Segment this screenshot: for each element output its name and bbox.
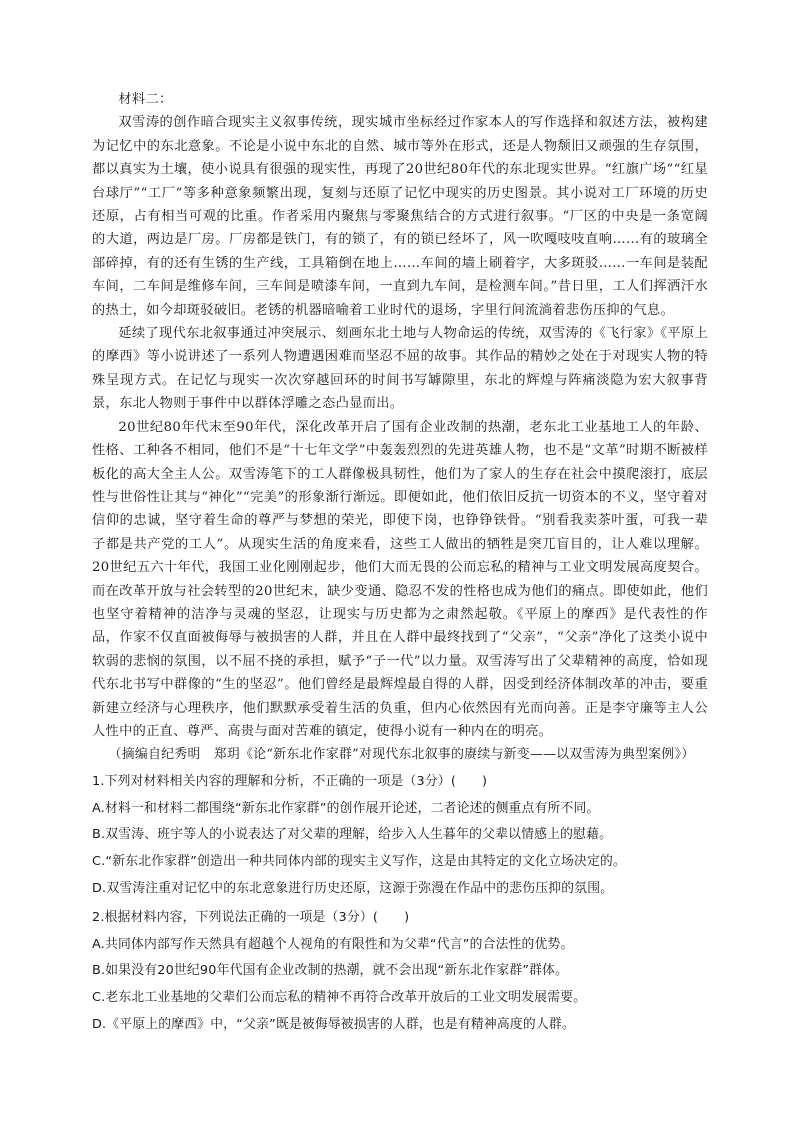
question-1 [92,769,708,903]
material-paragraph-2: 延续了现代东北叙事通过冲突展示、刻画东北土地与人物命运的传统，双雪涛的《飞行家》《平原上的摩西》等小说讲述了一系列人物遭遇困难而坚忍不屈的故事。其作品的精妙之处在于对现实人物的特殊呈现方式。在记忆与现实一次次穿越回环的时间书写罅隙里，东北的辉煌与阵痛淡隐为宏大叙事背景，东北人物则于事件中以群体浮雕之态凸显而出。 [92,326,708,412]
source-citation: （摘编自纪秀明 郑玥《论“新东北作家群”对现代东北叙事的赓续与新变——以双雪涛为典型案例》） [108,747,695,763]
question-2-option-c: C.老东北工业基地的父辈们公而忘私的精神不再符合改革开放后的工业文明发展需要。 [92,990,587,1006]
material-heading: 材料二： [118,92,173,107]
question-2 [92,905,708,1039]
question-2-option-a: A.共同体内部写作天然具有超越个人视角的有限性和为父辈“代言”的合法性的优势。 [92,936,574,952]
question-1-stem: 1.下列对材料相关内容的理解和分析，不正确的一项是（3分）( ) [92,773,488,789]
question-1-option-a: A.材料一和材料二都围绕“新东北作家群”的创作展开论述，二者论述的侧重点有所不同。 [92,800,600,816]
question-1-option-c: C.“新东北作家群”创造出一种共同体内部的现实主义写作，这是由其特定的文化立场决定的。 [92,854,626,870]
question-2-stem: 2.根据材料内容，下列说法正确的一项是（3分）( ) [92,909,410,925]
material-paragraph-1: 双雪涛的创作暗合现实主义叙事传统，现实城市坐标经过作家本人的写作选择和叙述方法，被构建为记忆中的东北意象。不论是小说中东北的自然、城市等外在形式，还是人物颓旧又顽强的生存氛围，都以真实为土壤，使小说具有很强的现实性，再现了20世纪80年代的东北现实世界。“红旗广场”“红星台球厅”“工厂”等多种意象频繁出现，复刻与还原了记忆中现实的历史图景。其小说对工厂环境的历史还原，占有相当可观的比重。作者采用内聚焦与零聚焦结合的方式进行叙事。“厂区的中央是一条宽阔的大道，两边是厂房。厂房都是铁门，有的锁了，有的锁已经坏了，风一吹嘎吱吱直响……有的玻璃全部碎掉，有的还有生锈的生产线，工具箱倒在地上……车间的墙上刷着字，大多斑驳……一车间是装配车间，二车间是维修车间，三车间是喷漆车间，一直到九车间，是检测车间。”昔日里，工人们挥洒汗水的热土，如今却斑驳破旧。老锈的机器暗喻着工业时代的退场，字里行间流淌着悲伤压抑的气息。 [92,115,708,318]
material-paragraph-3: 20世纪80年代末至90年代，深化改革开启了国有企业改制的热潮，老东北工业基地工人的年龄、性格、工种各不相同，他们不是“十七年文学”中轰轰烈烈的先进英雄人物，也不是“文革”时期不断被样板化的高大全主人公。双雪涛笔下的工人群像极具韧性，他们为了家人的生存在社会中摸爬滚打，底层性与世俗性让其与“神化”“完美”的形象渐行渐远。即便如此，他们依旧反抗一切资本的不义，坚守着对信仰的忠诚，坚守着生命的尊严与梦想的荣光，即使下岗，也铮铮铁骨。“别看我卖茶叶蛋，可我一辈子都是共产党的工人”。从现实生活的角度来看，这些工人做出的牺牲是突兀盲目的，让人难以理解。20世纪五六十年代，我国工业化刚刚起步，他们大而无畏的公而忘私的精神与工业文明发展高度契合。而在改革开放与社会转型的20世纪末，缺少变通、隐忍不发的性格也成为他们的痛点。即使如此，他们也坚守着精神的洁净与灵魂的坚忍，让现实与历史都为之肃然起敬。《平原上的摩西》是代表性的作品，作家不仅直面被侮辱与被损害的人群，并且在人群中最终找到了“父亲”，“父亲”净化了这类小说中软弱的悲悯的氛围，以不屈不挠的承担，赋予“子一代”以力量。双雪涛写出了父辈精神的高度，恰如现代东北书写中群像的“生的坚忍”。他们曾经是最辉煌最自得的人群，因受到经济体制改革的冲击，要重新建立经济与心理秩序，他们默默承受着生活的负重，但内心依然因有光而向善。正是李守廉等主人公人性中的正直、尊严、高贵与面对苦难的镇定，使得小说有一种内在的明亮。 [92,419,708,739]
question-1-option-d: D.双雪涛注重对记忆中的东北意象进行历史还原，这源于弥漫在作品中的悲伤压抑的氛围。 [92,880,614,896]
question-2-option-b: B.如果没有20世纪90年代国有企业改制的热潮，就不会出现“新东北作家群”群体。 [92,963,569,979]
question-1-option-b: B.双雪涛、班宇等人的小说表达了对父辈的理解，给步入人生暮年的父辈以情感上的慰藉。 [92,827,613,843]
exam-page [92,88,708,1039]
question-2-option-d: D.《平原上的摩西》中，“父亲”既是被侮辱被损害的人群，也是有精神高度的人群。 [92,1016,575,1032]
